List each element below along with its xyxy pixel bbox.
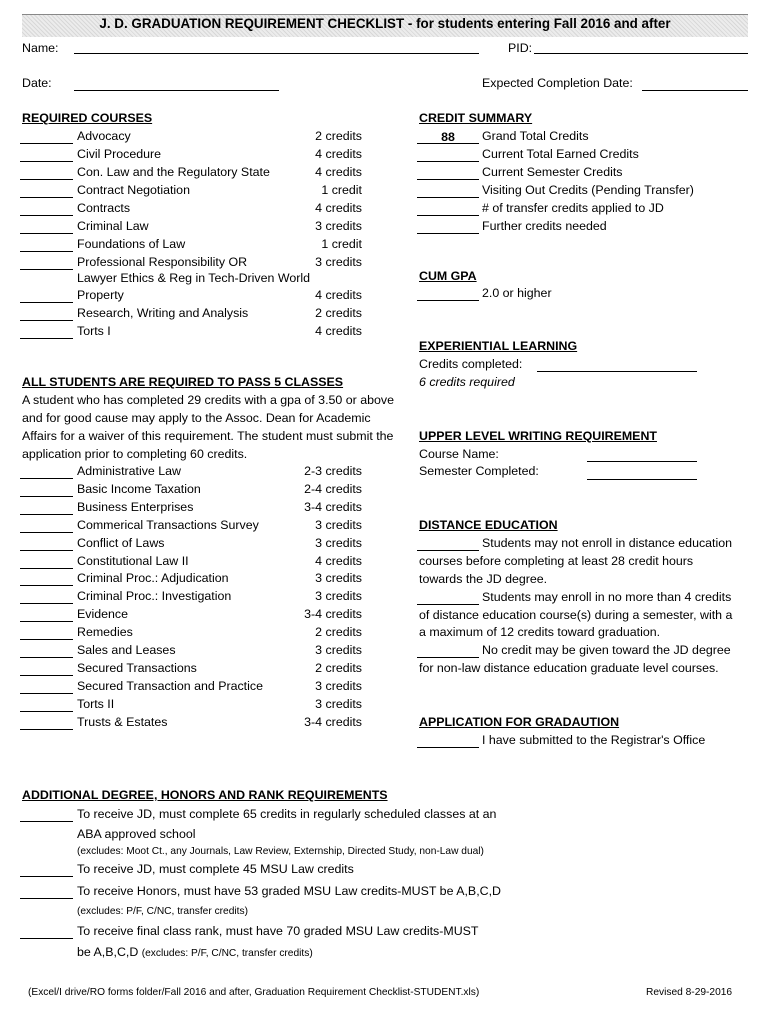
course-name: Civil Procedure	[77, 147, 162, 161]
credit-summary-blank[interactable]	[417, 219, 479, 234]
additional-blank-4[interactable]	[20, 938, 73, 939]
additional-blank-1[interactable]	[20, 821, 73, 822]
credit-summary-label: Grand Total Credits	[482, 129, 589, 143]
credit-summary-label: # of transfer credits applied to JD	[482, 201, 664, 215]
experiential-note: 6 credits required	[419, 375, 515, 389]
course-checkbox-line[interactable]	[20, 320, 73, 321]
additional-item1-line1: To receive JD, must complete 65 credits in regularly scheduled classes at an	[77, 807, 497, 821]
course-checkbox-line[interactable]	[20, 657, 73, 658]
credit-summary-heading: CREDIT SUMMARY	[419, 111, 533, 125]
course-credits: 4 credits	[315, 147, 362, 161]
five-classes-heading: ALL STUDENTS ARE REQUIRED TO PASS 5 CLASSES	[22, 375, 344, 389]
course-credits: 2 credits	[315, 129, 362, 143]
additional-heading: ADDITIONAL DEGREE, HONORS AND RANK REQUIREMENTS	[22, 788, 388, 802]
course-name: Constitutional Law II	[77, 553, 189, 568]
course-credits: 2 credits	[315, 306, 362, 320]
course-credits: 2-3 credits	[304, 464, 362, 478]
course-credits: 3-4 credits	[304, 607, 362, 622]
additional-item3-note: (excludes: P/F, C/NC, transfer credits)	[77, 906, 248, 917]
distance-blank-1[interactable]	[417, 550, 479, 551]
course-name: Foundations of Law	[77, 237, 186, 251]
paragraph-line: Affairs for a waiver of this requirement. The student must submit the	[22, 429, 394, 443]
course-checkbox-line[interactable]	[20, 233, 73, 234]
course-checkbox-line[interactable]	[20, 532, 73, 533]
course-checkbox-line[interactable]	[20, 197, 73, 198]
footer-revised: Revised 8-29-2016	[646, 987, 733, 998]
course-credits: 4 credits	[315, 201, 362, 215]
course-checkbox-line[interactable]	[20, 179, 73, 180]
course-credits: 3 credits	[315, 535, 362, 550]
course-name: Sales and Leases	[77, 643, 176, 657]
credit-summary-label: Further credits needed	[482, 219, 607, 233]
course-name: Secured Transactions	[77, 660, 197, 675]
course-name: Administrative Law	[77, 464, 181, 478]
course-name: Evidence	[77, 607, 128, 622]
application-text: I have submitted to the Registrar's Office	[482, 733, 706, 747]
experiential-heading: EXPERIENTIAL LEARNING	[419, 339, 578, 353]
credit-summary-blank[interactable]	[417, 183, 479, 198]
required-courses-heading: REQUIRED COURSES	[22, 111, 153, 125]
course-checkbox-line[interactable]	[20, 269, 73, 270]
course-name: Remedies	[77, 625, 133, 640]
additional-item1-note: (excludes: Moot Ct., any Journals, Law Review, Externship, Directed Study, non-Law dual)	[77, 846, 484, 857]
additional-item3: To receive Honors, must have 53 graded MSU Law credits-MUST be A,B,C,D	[77, 884, 501, 898]
course-checkbox-line[interactable]	[20, 338, 73, 339]
pid-label: PID:	[508, 41, 533, 55]
distance-heading: DISTANCE EDUCATION	[419, 518, 558, 532]
course-checkbox-line[interactable]	[20, 496, 73, 497]
course-checkbox-line[interactable]	[20, 711, 73, 712]
course-checkbox-line[interactable]	[20, 603, 73, 604]
application-heading: APPLICATION FOR GRADAUTION	[419, 715, 620, 729]
credit-summary-label: Visiting Out Credits (Pending Transfer)	[482, 183, 694, 197]
course-name: Commerical Transactions Survey	[77, 517, 259, 532]
distance-item3-line1: No credit may be given toward the JD degree	[482, 643, 731, 657]
credit-summary-blank[interactable]	[417, 165, 479, 180]
gpa-blank[interactable]	[417, 300, 479, 301]
paragraph-line: application prior to completing 60 credits.	[22, 447, 248, 461]
footer-path: (Excel/I drive/RO forms folder/Fall 2016 and after, Graduation Requirement Checklist-STUDENT.xls)	[28, 987, 480, 998]
course-alt-name: Lawyer Ethics & Reg in Tech-Driven World	[77, 271, 310, 285]
course-name: Criminal Law	[77, 219, 149, 233]
course-checkbox-line[interactable]	[20, 478, 73, 479]
course-credits: 2-4 credits	[304, 481, 362, 496]
course-credits: 4 credits	[315, 288, 362, 302]
course-name: Criminal Proc.: Adjudication	[77, 571, 229, 586]
course-checkbox-line[interactable]	[20, 585, 73, 586]
writing-heading: UPPER LEVEL WRITING REQUIREMENT	[419, 429, 657, 443]
course-credits: 3 credits	[315, 678, 362, 693]
course-credits: 3-4 credits	[304, 714, 362, 729]
writing-course-field[interactable]	[587, 461, 697, 462]
course-checkbox-line[interactable]	[20, 161, 73, 162]
course-credits: 2 credits	[315, 625, 362, 640]
course-name: Advocacy	[77, 129, 131, 143]
course-name: Basic Income Taxation	[77, 481, 201, 496]
course-checkbox-line[interactable]	[20, 568, 73, 569]
course-credits: 3 credits	[315, 696, 362, 711]
course-checkbox-line[interactable]	[20, 675, 73, 676]
course-checkbox-line[interactable]	[20, 143, 73, 144]
additional-blank-2[interactable]	[20, 876, 73, 877]
expected-completion-label: Expected Completion Date:	[482, 76, 633, 90]
course-checkbox-line[interactable]	[20, 621, 73, 622]
name-field[interactable]	[74, 53, 479, 54]
additional-item4-line2: be A,B,C,D (excludes: P/F, C/NC, transfer credits)	[77, 945, 313, 959]
course-checkbox-line[interactable]	[20, 302, 73, 303]
gpa-text: 2.0 or higher	[482, 286, 552, 300]
course-name: Property	[77, 288, 124, 302]
distance-item2-line1: Students may enroll in no more than 4 credits	[482, 590, 732, 604]
date-field[interactable]	[74, 90, 279, 91]
course-credits: 1 credit	[321, 237, 362, 251]
writing-semester-field[interactable]	[587, 479, 697, 480]
course-checkbox-line[interactable]	[20, 639, 73, 640]
application-blank[interactable]	[417, 747, 479, 748]
paragraph-line: and for good cause may apply to the Assoc. Dean for Academic	[22, 411, 371, 425]
experiential-completed-label: Credits completed:	[419, 357, 523, 371]
additional-blank-3[interactable]	[20, 898, 73, 899]
name-label: Name:	[22, 41, 59, 55]
course-credits: 4 credits	[315, 324, 362, 338]
distance-blank-2[interactable]	[417, 604, 479, 605]
additional-item4-line1: To receive final class rank, must have 70 graded MSU Law credits-MUST	[77, 924, 479, 938]
credit-summary-blank[interactable]	[417, 147, 479, 162]
distance-item1-line2: courses before completing at least 28 credit hours	[419, 554, 694, 568]
course-name: Research, Writing and Analysis	[77, 306, 249, 320]
distance-item3-line2: for non-law distance education graduate level courses.	[419, 661, 719, 675]
course-credits: 3 credits	[315, 589, 362, 604]
paragraph-line: A student who has completed 29 credits with a gpa of 3.50 or above	[22, 393, 394, 407]
course-checkbox-line[interactable]	[20, 729, 73, 730]
course-credits: 3 credits	[315, 219, 362, 233]
writing-semester-label: Semester Completed:	[419, 464, 539, 478]
course-name: Torts II	[77, 696, 115, 711]
course-name: Trusts & Estates	[77, 714, 168, 729]
course-credits: 3 credits	[315, 517, 362, 532]
course-credits: 3-4 credits	[304, 499, 362, 514]
course-credits: 2 credits	[315, 660, 362, 675]
credit-summary-label: Current Total Earned Credits	[482, 147, 639, 161]
additional-item2: To receive JD, must complete 45 MSU Law credits	[77, 862, 354, 876]
writing-course-label: Course Name:	[419, 447, 499, 461]
credit-summary-label: Current Semester Credits	[482, 165, 623, 179]
course-name: Criminal Proc.: Investigation	[77, 589, 232, 604]
additional-item4-note: (excludes: P/F, C/NC, transfer credits)	[141, 948, 313, 959]
course-name: Torts I	[77, 324, 111, 338]
course-checkbox-line[interactable]	[20, 215, 73, 216]
distance-item2-line2: of distance education course(s) during a semester, with a	[419, 608, 733, 622]
course-credits: 4 credits	[315, 553, 362, 568]
course-credits: 3 credits	[315, 571, 362, 586]
page-title: J. D. GRADUATION REQUIREMENT CHECKLIST - for students entering Fall 2016 and after	[99, 16, 671, 31]
date-label: Date:	[22, 76, 52, 90]
pid-field[interactable]	[534, 53, 748, 54]
course-name: Secured Transaction and Practice	[77, 678, 263, 693]
cum-gpa-heading: CUM GPA	[419, 269, 477, 283]
credit-summary-blank[interactable]: 88	[417, 129, 479, 144]
expected-completion-field[interactable]	[642, 90, 748, 91]
course-checkbox-line[interactable]	[20, 693, 73, 694]
course-checkbox-line[interactable]	[20, 514, 73, 515]
distance-item1-line1: Students may not enroll in distance education	[482, 536, 733, 550]
distance-item2-line3: a maximum of 12 credits toward graduation.	[419, 625, 661, 639]
course-credits: 4 credits	[315, 165, 362, 179]
course-name: Conflict of Laws	[77, 535, 165, 550]
experiential-completed-field[interactable]	[537, 371, 697, 372]
course-name: Professional Responsibility OR	[77, 255, 248, 269]
course-checkbox-line[interactable]	[20, 251, 73, 252]
additional-item1-line2: ABA approved school	[77, 827, 196, 841]
course-name: Business Enterprises	[77, 499, 194, 514]
course-credits: 3 credits	[315, 255, 362, 269]
course-name: Con. Law and the Regulatory State	[77, 165, 270, 179]
distance-blank-3[interactable]	[417, 657, 479, 658]
course-name: Contracts	[77, 201, 131, 215]
course-credits: 3 credits	[315, 643, 362, 657]
distance-item1-line3: towards the JD degree.	[419, 572, 548, 586]
course-credits: 1 credit	[321, 183, 362, 197]
course-checkbox-line[interactable]	[20, 550, 73, 551]
credit-summary-blank[interactable]	[417, 201, 479, 216]
course-name: Contract Negotiation	[77, 183, 190, 197]
